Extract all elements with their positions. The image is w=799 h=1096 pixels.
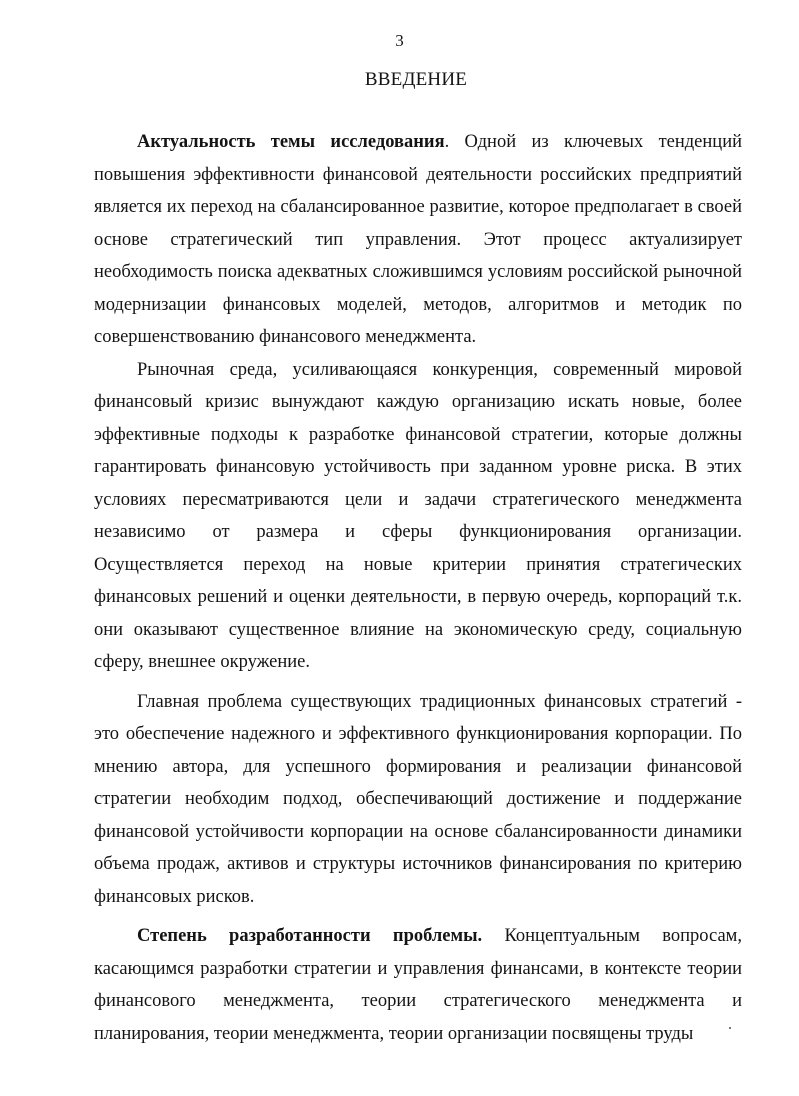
page-number: 3: [395, 31, 404, 50]
paragraph-text: . Одной из ключевых тенденций повышения эффективности финансовой деятельности российских предприятий является их переход на сбалансированное развитие, которое предполагает в своей основе стратегический тип управления. Этот процесс актуализирует необходимость поиска адекватных сложившимся условиям российской рыночной модернизации финансовых моделей, методов, алгоритмов и методик по совершенствованию финансового менеджмента.: [94, 132, 742, 347]
paragraph-lead: Степень разработанности проблемы.: [137, 926, 483, 946]
paragraph-text: Рыночная среда, усиливающаяся конкуренция, современный мировой финансовый кризис вынуждают каждую организацию искать новые, более эффективные подходы к разработке финансовой стратегии, которые должны гарантировать финансовую устойчивость при заданном уровне риска. В этих условиях пересматриваются цели и задачи стратегического менеджмента независимо от размера и сферы функционирования организации. Осуществляется переход на новые критерии принятия стратегических финансовых решений и оценки деятельности, в первую очередь, корпораций т.к. они оказывают существенное влияние на экономическую среду, социальную сферу, внешнее окружение.: [94, 359, 742, 672]
paragraph-text: Главная проблема существующих традиционных финансовых стратегий - это обеспечение надежного и эффективного функционирования корпорации. По мнению автора, для успешного формирования и реализации финансовой стратегии необходим подход, обеспечивающий достижение и поддержание финансовой устойчивости корпорации на основе сбалансированности динамики объема продаж, активов и структуры источников финансирования по критерию финансовых рисков.: [94, 691, 742, 907]
paragraph-degree: [94, 920, 742, 1050]
body-text: [94, 126, 742, 1050]
paragraph-text: Концептуальным вопросам, касающимся разработки стратегии и управления финансами, в контексте теории финансового менеджмента, теории стратегического менеджмента и планирования, теории менеджмента, теории организации посвящены труды: [94, 926, 742, 1044]
paragraph-problem: [94, 686, 742, 914]
paragraph-market: [94, 354, 742, 679]
paragraph-relevance: [94, 126, 742, 354]
section-heading: ВВЕДЕНИЕ: [364, 69, 468, 90]
scan-speck: [729, 1027, 731, 1029]
paragraph-lead: Актуальность темы исследования: [137, 132, 445, 152]
